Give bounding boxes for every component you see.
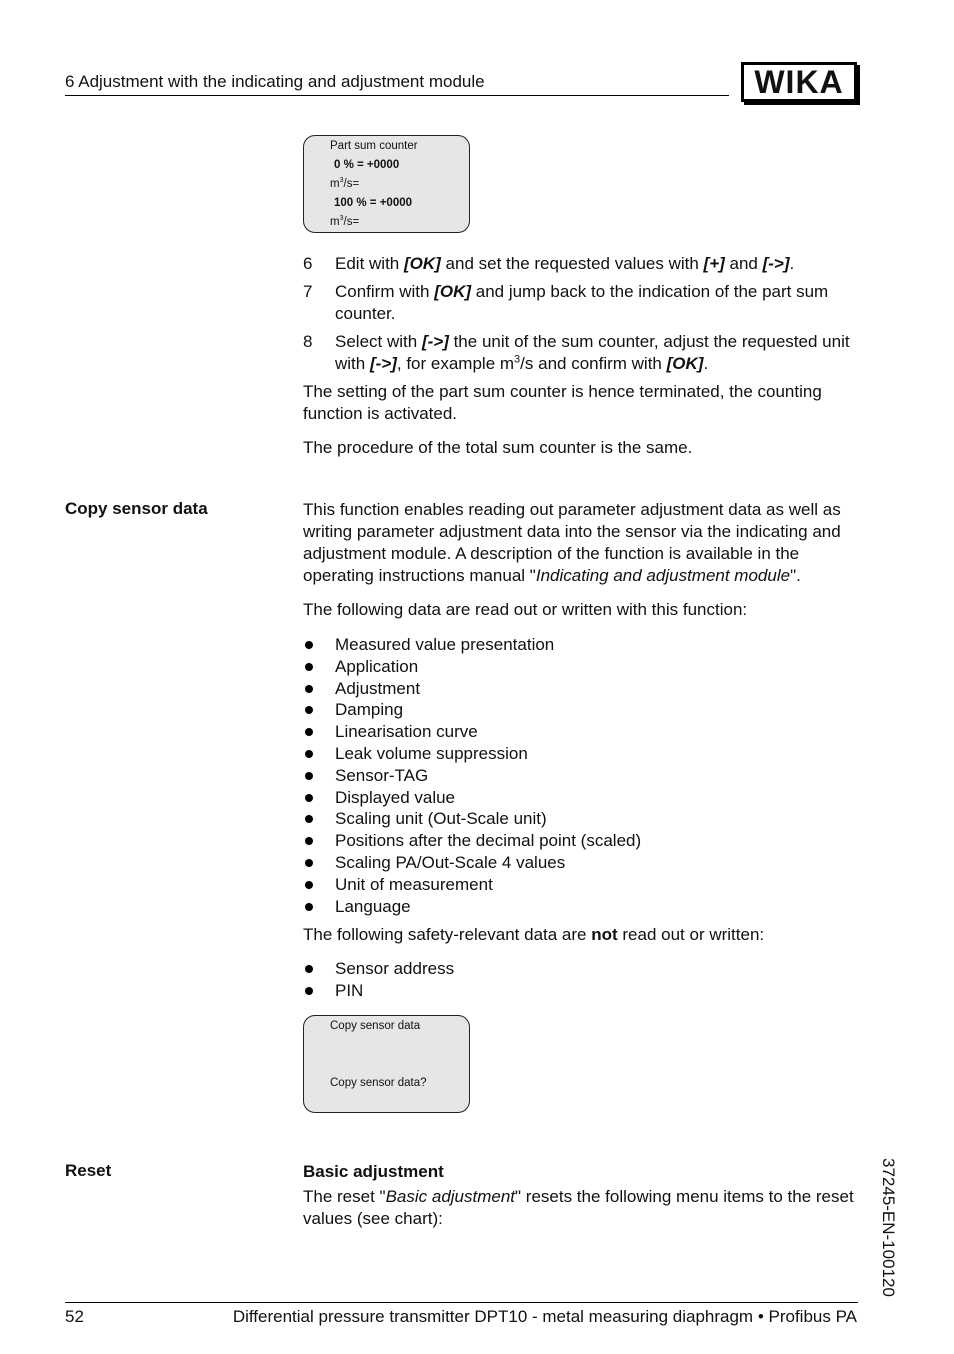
list-item: Damping <box>303 699 859 721</box>
step-8: 8 Select with [->] the unit of the sum counter, adjust the requested unit with [->], for example $m^3/s$ and confirm with [OK]. <box>303 332 850 373</box>
safety-relevant-note: The following safety-relevant data are not read out or written: <box>303 925 765 944</box>
safety-data-list <box>303 958 859 1002</box>
lcd-title: Part sum counter <box>330 140 418 152</box>
list-item: Scaling unit (Out-Scale unit) <box>303 808 859 830</box>
step-7: 7 Confirm with [OK] and jump back to the indication of the part sum counter. <box>303 282 829 323</box>
list-item: Measured value presentation <box>303 634 859 656</box>
reset-description: The reset "Basic adjustment" resets the following menu items to the reset values (see chart): <box>303 1187 854 1228</box>
list-item: Language <box>303 896 859 918</box>
list-item: Positions after the decimal point (scaled) <box>303 830 859 852</box>
lcd-part-sum-counter <box>303 135 470 233</box>
lcd-question: Copy sensor data? <box>330 1077 427 1089</box>
footer-title: Differential pressure transmitter DPT10 - metal measuring diaphragm • Profibus PA <box>232 1307 857 1326</box>
list-item: Displayed value <box>303 787 859 809</box>
list-item: Leak volume suppression <box>303 743 859 765</box>
copy-data-list <box>303 634 859 917</box>
step-6: 6 Edit with [OK] and set the requested values with [+] and [->]. <box>303 254 795 273</box>
wika-logo: WIKA <box>741 62 857 102</box>
copy-sensor-intro: This function enables reading out parameter adjustment data as well as writing parameter adjustment data into the sensor via the indicating and adjustment module. A description of the function is available in the operating instructions manual "Indicating and adjustment module". <box>303 500 841 585</box>
page-number: 52 <box>65 1307 84 1326</box>
list-item: Sensor address <box>303 958 859 980</box>
list-item: Application <box>303 656 859 678</box>
lcd-value-100: 100 % = +0000 <box>334 197 413 209</box>
lcd-title: Copy sensor data <box>330 1020 421 1032</box>
footer-rule <box>65 1302 858 1303</box>
list-item: Adjustment <box>303 678 859 700</box>
paragraph-terminated: The setting of the part sum counter is hence terminated, the counting function is activated. <box>303 382 822 423</box>
document-number: 37245-EN-100120 <box>879 1158 898 1297</box>
section-heading-reset: Reset <box>65 1161 112 1180</box>
list-item: Linearisation curve <box>303 721 859 743</box>
paragraph-total-sum: The procedure of the total sum counter is the same. <box>303 438 693 457</box>
list-item: Unit of measurement <box>303 874 859 896</box>
list-item: Scaling PA/Out-Scale 4 values <box>303 852 859 874</box>
copy-sensor-following: The following data are read out or written with this function: <box>303 600 748 619</box>
lcd-unit-0: $m^3/s=$ <box>330 177 360 190</box>
running-header: 6 Adjustment with the indicating and adjustment module <box>65 72 485 91</box>
lcd-value-0: 0 % = +0000 <box>334 159 400 171</box>
lcd-copy-sensor-data <box>303 1015 470 1113</box>
header-rule <box>65 95 729 96</box>
step-list <box>303 253 859 381</box>
subheading-basic-adjustment: Basic adjustment <box>303 1162 444 1181</box>
list-item: PIN <box>303 980 859 1002</box>
lcd-unit-100: $m^3/s=$ <box>330 215 360 228</box>
section-heading-copy-sensor-data: Copy sensor data <box>65 499 208 518</box>
list-item: Sensor-TAG <box>303 765 859 787</box>
